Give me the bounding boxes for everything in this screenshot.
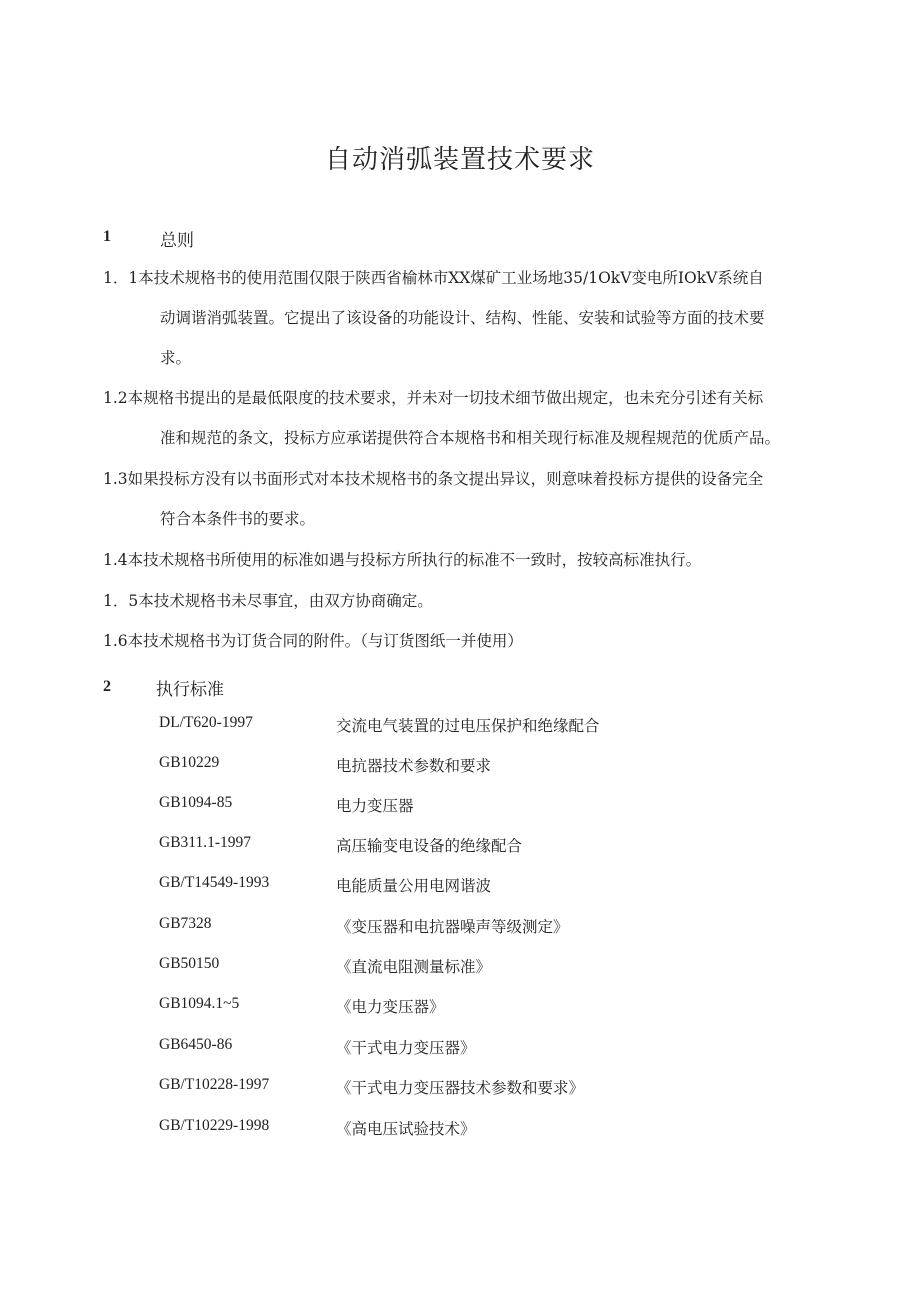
standard-name: 《直流电阻测量标准》 <box>336 958 492 976</box>
standard-code: GB10229 <box>159 754 220 771</box>
clause-1-6 <box>103 621 843 661</box>
clause-1-5-line-1: 1．5本技术规格书未尽事宜，由双方协商确定。 <box>103 592 433 610</box>
clause-1-4-line-1: 1.4本技术规格书所使用的标准如遇与投标方所执行的标准不一致时，按较高标准执行。 <box>103 551 702 569</box>
standard-code: GB/T14549-1993 <box>159 874 270 891</box>
standard-code: GB/T10229-1998 <box>159 1117 270 1134</box>
standard-code: GB/T10228-1997 <box>159 1076 270 1093</box>
clause-1-2-line-2: 准和规范的条文，投标方应承诺提供符合本规格书和相关现行标准及规程规范的优质产品。 <box>160 429 781 447</box>
section-1-number: 1 <box>103 228 111 245</box>
clause-1-1 <box>103 258 843 378</box>
standard-code: GB50150 <box>159 955 220 972</box>
page-title: 自动消弧装置技术要求 <box>324 145 595 175</box>
standard-code: GB1094-85 <box>159 794 233 811</box>
clause-1-1-line-1: 1．1本技术规格书的使用范围仅限于陕西省榆林市XX煤矿工业场地35/1OkV变电所IOkV系统自 <box>103 269 764 287</box>
clause-1-6-line-1: 1.6本技术规格书为订货合同的附件。（与订货图纸一并使用） <box>103 632 523 650</box>
clause-1-1-line-2: 动调谐消弧装置。它提出了该设备的功能设计、结构、性能、安装和试验等方面的技术要 <box>160 309 765 327</box>
standard-code: GB311.1-1997 <box>159 834 251 851</box>
standard-name: 《电力变压器》 <box>336 998 445 1016</box>
clause-1-5 <box>103 581 843 621</box>
standard-name: 《高电压试验技术》 <box>336 1120 476 1138</box>
clause-1-4 <box>103 540 843 580</box>
standard-code: GB7328 <box>159 915 212 932</box>
standard-name: 高压输变电设备的绝缘配合 <box>336 837 523 855</box>
clause-1-3-line-2: 符合本条件书的要求。 <box>160 510 316 528</box>
standard-name: 《干式电力变压器技术参数和要求》 <box>336 1079 585 1097</box>
standard-code: DL/T620-1997 <box>159 714 253 731</box>
standard-name: 电能质量公用电网谐波 <box>336 877 492 895</box>
standard-name: 电力变压器 <box>336 797 414 815</box>
section-2-number: 2 <box>103 678 111 695</box>
standard-code: GB1094.1~5 <box>159 995 240 1012</box>
standard-code: GB6450-86 <box>159 1036 233 1053</box>
section-2-title: 执行标准 <box>156 680 224 700</box>
clause-1-1-line-3: 求。 <box>160 349 192 367</box>
clause-1-3 <box>103 459 843 539</box>
section-1-title: 总则 <box>160 231 194 251</box>
clause-1-2 <box>103 378 843 458</box>
standard-name: 电抗器技术参数和要求 <box>336 757 492 775</box>
clause-1-2-line-1: 1.2本规格书提出的是最低限度的技术要求，并未对一切技术细节做出规定，也未充分引述有关标 <box>103 389 764 407</box>
standard-name: 交流电气装置的过电压保护和绝缘配合 <box>336 717 600 735</box>
standard-name: 《变压器和电抗器噪声等级测定》 <box>336 918 569 936</box>
standard-name: 《干式电力变压器》 <box>336 1039 476 1057</box>
clause-1-3-line-1: 1.3如果投标方没有以书面形式对本技术规格书的条文提出异议，则意味着投标方提供的设备完全 <box>103 470 764 488</box>
